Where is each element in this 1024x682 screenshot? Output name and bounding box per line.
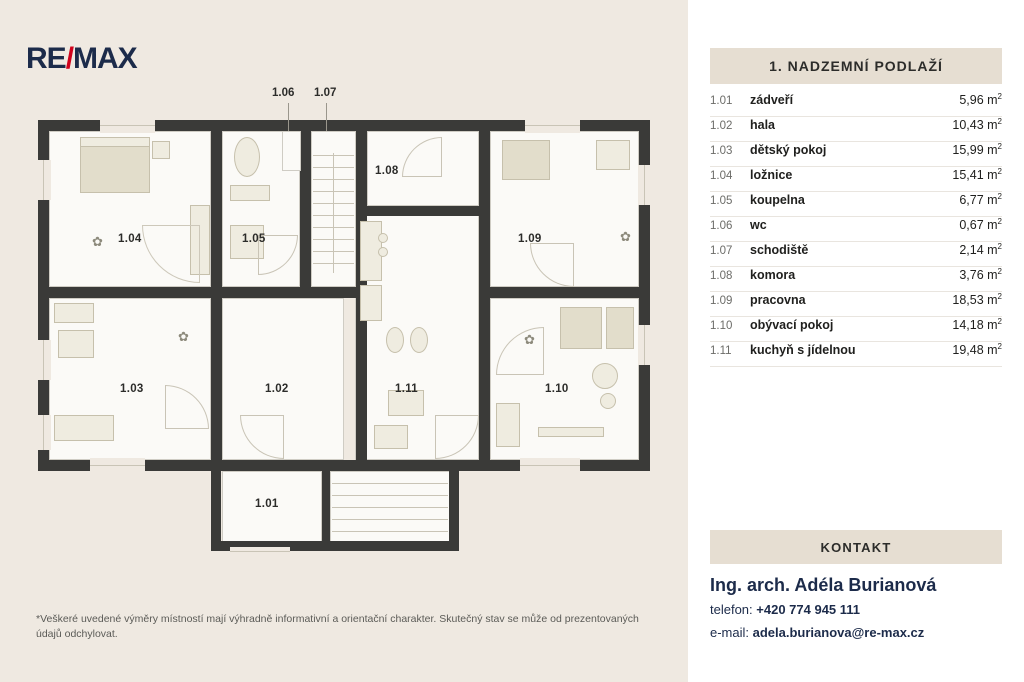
- sill-bottom-1: [90, 465, 145, 466]
- furniture-desk-1-03: [54, 303, 94, 323]
- sill-bottom-2: [520, 465, 580, 466]
- furniture-pouf-1-10: [600, 393, 616, 409]
- room-code: 1.09: [710, 295, 733, 308]
- room-code: 1.03: [710, 145, 733, 158]
- entry-door-sill: [230, 551, 290, 552]
- disclaimer-text: *Veškeré uvedené výměry místností mají výhradně informativní a orientační charakter. Skutečný stav se může od prezentovaných údajů odchylovat.: [36, 613, 639, 640]
- window-right-1: [638, 165, 652, 205]
- room-code-label-1-07: 1.07: [314, 87, 337, 99]
- furniture-sofa-1-09: [502, 140, 550, 180]
- phone-value[interactable]: +420 774 945 111: [756, 602, 861, 617]
- wall-annex-mid: [322, 471, 330, 541]
- furniture-tv-1-10: [538, 427, 604, 437]
- wall-interior-v1: [211, 131, 222, 461]
- furniture-headboard-1-04: [80, 137, 150, 147]
- leader-line-1-06: [288, 103, 289, 131]
- room-code-label-1-11: 1.11: [395, 383, 418, 395]
- room-area: 3,76 $m^2$: [959, 267, 1002, 283]
- floor-title-bar: [710, 48, 1002, 84]
- room-name: koupelna: [750, 193, 805, 208]
- room-code: 1.05: [710, 195, 733, 208]
- furniture-chair-3: [374, 425, 408, 449]
- room-code-label-1-02: 1.02: [265, 383, 289, 395]
- table-row: [710, 242, 1002, 267]
- sill-left-2: [43, 340, 44, 380]
- wall-interior-v2: [300, 131, 311, 287]
- room-area: 6,77 $m^2$: [959, 192, 1002, 208]
- wall-interior-h1: [49, 287, 211, 298]
- agent-name: Ing. arch. Adéla Burianová: [710, 575, 937, 595]
- room-name: kuchyň s jídelnou: [750, 343, 856, 358]
- room-name: dětský pokoj: [750, 143, 827, 158]
- furniture-armchair-1-03: [58, 330, 94, 358]
- room-code: 1.06: [710, 220, 733, 233]
- email-label: e-mail:: [710, 625, 753, 640]
- room-area: 15,41 $m^2$: [952, 167, 1002, 183]
- furniture-chair-2: [410, 327, 428, 353]
- room-area: 0,67 $m^2$: [959, 217, 1002, 233]
- room-code-label-1-01: 1.01: [255, 498, 279, 510]
- sill-left-3: [43, 415, 44, 450]
- room-name: zádveří: [750, 93, 794, 108]
- furniture-nightstand-1-04: [152, 141, 170, 159]
- furniture-coffee-table-1-10: [592, 363, 618, 389]
- phone-label: telefon:: [710, 602, 757, 617]
- entry-step-2: [332, 495, 448, 496]
- entry-step-3: [332, 507, 448, 508]
- furniture-desk-1-09: [596, 140, 630, 170]
- room-1-01: [222, 471, 322, 551]
- floorplan-drawing: [30, 85, 660, 565]
- wall-interior-h3: [367, 206, 479, 216]
- room-code-label-1-06: 1.06: [272, 87, 295, 99]
- room-1-06: [282, 131, 301, 171]
- room-area: 18,53 $m^2$: [952, 292, 1002, 308]
- contact-title: KONTAKT: [820, 539, 892, 555]
- furniture-sofa2-1-10: [606, 307, 634, 349]
- room-name: wc: [750, 218, 767, 233]
- table-row: [710, 267, 1002, 292]
- room-code: 1.08: [710, 270, 733, 283]
- room-area: 19,48 $m^2$: [952, 342, 1002, 358]
- info-panel: [688, 0, 1024, 682]
- stair-rail: [333, 153, 334, 273]
- entry-step-5: [332, 531, 448, 532]
- wall-interior-h2: [222, 287, 356, 298]
- sill-top-2: [525, 125, 580, 126]
- furniture-sink-1-05: [230, 185, 270, 201]
- table-row: [710, 92, 1002, 117]
- room-name: ložnice: [750, 168, 793, 183]
- leader-line-1-07: [326, 103, 327, 131]
- room-name: obývací pokoj: [750, 318, 834, 333]
- room-code: 1.01: [710, 95, 733, 108]
- plant-icon-1: ✿: [92, 234, 103, 249]
- room-code: 1.07: [710, 245, 733, 258]
- room-name: schodiště: [750, 243, 809, 258]
- floor-title: 1. NADZEMNÍ PODLAŽÍ: [769, 58, 943, 74]
- room-area: 14,18 $m^2$: [952, 317, 1002, 333]
- room-area: 15,99 $m^2$: [952, 142, 1002, 158]
- wall-annex-right: [449, 471, 459, 551]
- entry-step-1: [332, 483, 448, 484]
- room-code-label-1-05: 1.05: [242, 233, 266, 245]
- room-code: 1.04: [710, 170, 733, 183]
- wall-interior-h4: [490, 287, 639, 298]
- room-code: 1.10: [710, 320, 733, 333]
- room-code: 1.11: [710, 345, 732, 358]
- logo-slash: /: [65, 42, 74, 75]
- room-code-label-1-03: 1.03: [120, 383, 144, 395]
- plant-icon-2: ✿: [620, 229, 631, 244]
- table-row: [710, 217, 1002, 242]
- sill-right-1: [644, 165, 645, 205]
- table-row: [710, 192, 1002, 217]
- room-name: komora: [750, 268, 796, 283]
- agent-email: [710, 625, 924, 640]
- furniture-tub-1-05: [234, 137, 260, 177]
- window-right-2: [638, 325, 652, 365]
- furniture-burner-2: [378, 247, 388, 257]
- table-row: [710, 317, 1002, 342]
- wall-interior-v4: [479, 131, 490, 461]
- logo-text-max: MAX: [73, 42, 137, 75]
- room-code-label-1-09: 1.09: [518, 233, 542, 245]
- furniture-shelf-1-10: [496, 403, 520, 447]
- room-code-label-1-04: 1.04: [118, 233, 142, 245]
- room-name: hala: [750, 118, 776, 133]
- room-area: 2,14 $m^2$: [959, 242, 1002, 258]
- sill-top-1: [100, 125, 155, 126]
- room-area: 10,43 $m^2$: [952, 117, 1002, 133]
- contact-title-bar: [710, 530, 1002, 564]
- furniture-stove-1-11: [360, 285, 382, 321]
- sill-right-2: [644, 325, 645, 365]
- room-area: 5,96 $m^2$: [959, 92, 1002, 108]
- plant-icon-3: ✿: [178, 329, 189, 344]
- furniture-sofa-1-10: [560, 307, 602, 349]
- logo-text-re: RE: [26, 42, 66, 75]
- table-row: [710, 142, 1002, 167]
- room-legend-table: [710, 92, 1002, 367]
- furniture-bed-1-04: [80, 141, 150, 193]
- email-value[interactable]: adela.burianova@re-max.cz: [752, 625, 925, 640]
- agent-phone: [710, 602, 860, 617]
- room-name: pracovna: [750, 293, 806, 308]
- room-code: 1.02: [710, 120, 733, 133]
- furniture-chair-1: [386, 327, 404, 353]
- wall-annex-left: [211, 471, 221, 551]
- table-row: [710, 117, 1002, 142]
- plant-icon-4: ✿: [524, 332, 535, 347]
- furniture-burner-1: [378, 233, 388, 243]
- furniture-bed-1-03: [54, 415, 114, 441]
- sill-left-1: [43, 160, 44, 200]
- room-code-label-1-08: 1.08: [375, 165, 399, 177]
- entry-step-4: [332, 519, 448, 520]
- remax-logo: [26, 42, 137, 76]
- table-row: [710, 342, 1002, 367]
- table-row: [710, 167, 1002, 192]
- table-row: [710, 292, 1002, 317]
- room-code-label-1-10: 1.10: [545, 383, 569, 395]
